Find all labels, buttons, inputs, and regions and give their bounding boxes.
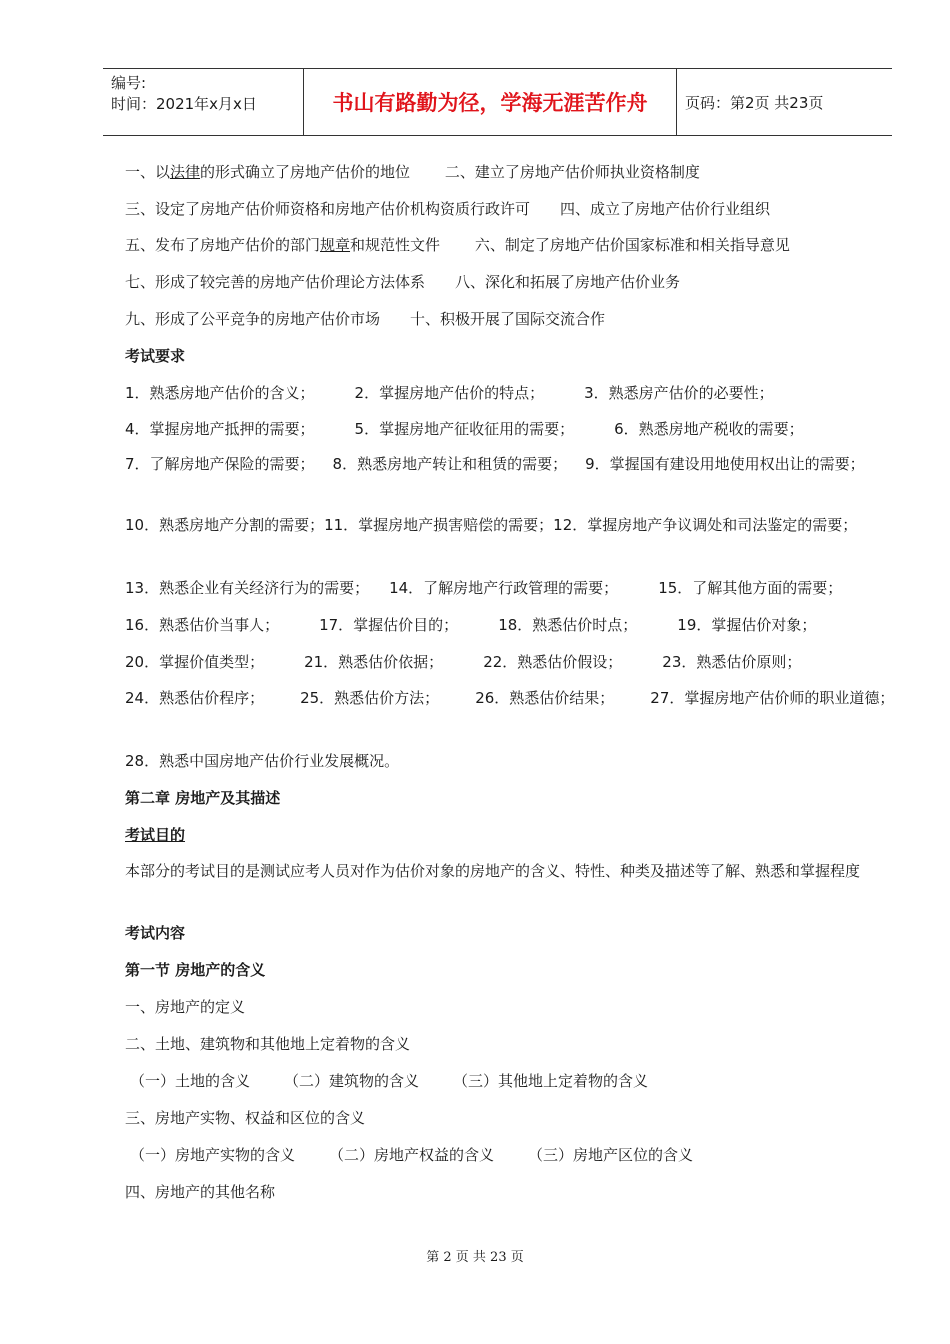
outline-item: 一、房地产的定义 xyxy=(125,998,246,1016)
req-row-7: 20．掌握价值类型； 21．熟悉估价依据； 22．熟悉估价假设； 23．熟悉估价原则； xyxy=(125,653,802,671)
outline-subitems-row-2: （一）房地产实物的含义 （二）房地产权益的含义 （三）房地产区位的含义 xyxy=(130,1146,694,1164)
header-motto: 书山有路勤为径，学海无涯苦作舟 xyxy=(303,69,677,135)
req-row-2: 4．掌握房地产抵押的需要； 5．掌握房地产征收征用的需要； 6．熟悉房地产税收的需要； xyxy=(125,420,804,438)
exam-content-title: 考试内容 xyxy=(125,924,186,942)
req-row-5: 13．熟悉企业有关经济行为的需要； 14．了解房地产行政管理的需要； 15．了解其他方面的需要； xyxy=(125,579,843,597)
achievements-row-4: 七、形成了较完善的房地产估价理论方法体系 八、深化和拓展了房地产估价业务 xyxy=(125,273,681,291)
exam-purpose-text: 本部分的考试目的是测试应考人员对作为估价对象的房地产的含义、特性、种类及描述等了解、熟悉和掌握程度 xyxy=(125,862,861,880)
time-label: 时间：2021年x月x日 xyxy=(111,95,257,113)
achievements-row-5: 九、形成了公平竞争的房地产估价市场 十、积极开展了国际交流合作 xyxy=(125,310,606,328)
link-law[interactable]: 法律 xyxy=(170,163,201,181)
page-footer: 第 2 页 共 23 页 xyxy=(426,1250,524,1265)
req-row-1: 1．熟悉房地产估价的含义； 2．掌握房地产估价的特点； 3．熟悉房产估价的必要性； xyxy=(125,384,774,402)
req-row-3: 7．了解房地产保险的需要； 8．熟悉房地产转让和租赁的需要； 9．掌握国有建设用地使用权出让的需要； xyxy=(125,455,865,473)
outline-item: 二、土地、建筑物和其他地上定着物的含义 xyxy=(125,1035,411,1053)
req-row-9: 28．熟悉中国房地产估价行业发展概况。 xyxy=(125,752,400,770)
exam-requirements-title: 考试要求 xyxy=(125,347,186,365)
outline-subitems-row-1: （一）土地的含义 （二）建筑物的含义 （三）其他地上定着物的含义 xyxy=(130,1072,649,1090)
link-regulation[interactable]: 规章 xyxy=(320,236,351,254)
chapter-title: 第二章 房地产及其描述 xyxy=(125,789,281,807)
achievements-row-2: 三、设定了房地产估价师资格和房地产估价机构资质行政许可 四、成立了房地产估价行业组织 xyxy=(125,200,771,218)
achievements-row-1: 一、以法律的形式确立了房地产估价的地位 二、建立了房地产估价师执业资格制度 xyxy=(125,163,700,181)
req-row-6: 16．熟悉估价当事人； 17．掌握估价目的； 18．熟悉估价时点； 19．掌握估价对象； xyxy=(125,616,817,634)
outline-item: 三、房地产实物、权益和区位的含义 xyxy=(125,1109,366,1127)
section-title: 第一节 房地产的含义 xyxy=(125,961,266,979)
code-label: 编号: xyxy=(111,74,147,92)
header-left xyxy=(103,69,303,135)
outline-item: 四、房地产的其他名称 xyxy=(125,1183,276,1201)
req-row-8: 24．熟悉估价程序； 25．熟悉估价方法； 26．熟悉估价结果； 27．掌握房地产估价师的职业道德； xyxy=(125,689,895,707)
exam-purpose-title: 考试目的 xyxy=(125,826,186,844)
header-page-label: 页码：第2页 共23页 xyxy=(685,93,824,112)
page-header xyxy=(103,68,892,136)
req-row-4: 10．熟悉房地产分割的需要；11．掌握房地产损害赔偿的需要；12．掌握房地产争议调处和司法鉴定的需要； xyxy=(125,516,858,534)
achievements-row-3: 五、发布了房地产估价的部门规章和规范性文件 六、制定了房地产估价国家标准和相关指导意见 xyxy=(125,236,790,254)
